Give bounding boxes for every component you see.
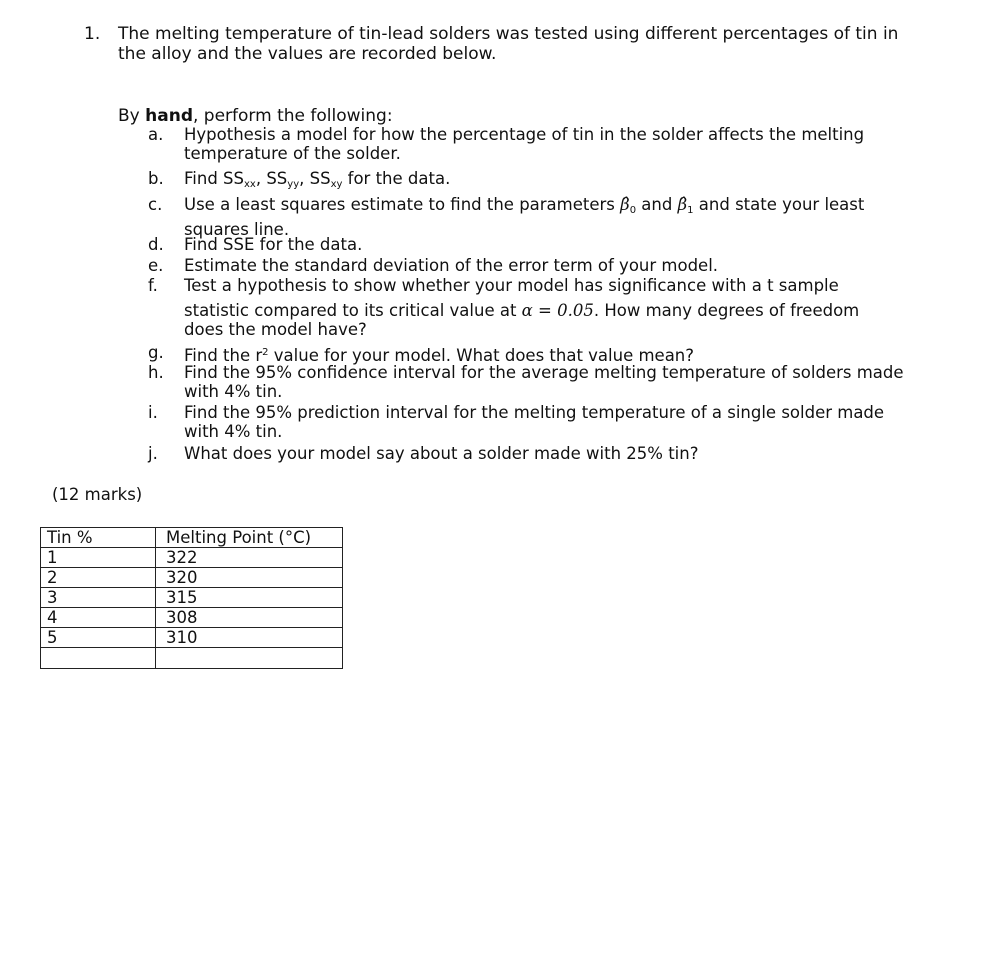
part-label: d.	[148, 235, 164, 254]
table-cell-empty	[41, 648, 156, 669]
subscript: yy	[287, 179, 300, 190]
table-row	[41, 548, 343, 568]
part-label: h.	[148, 363, 164, 382]
question-number: 1.	[84, 24, 101, 44]
text-segment: Test a hypothesis to show whether your model has significance with a t sample	[184, 276, 839, 295]
instructions-intro	[118, 105, 393, 127]
table-cell: 5	[41, 628, 156, 648]
text-segment: statistic compared to its critical value at	[184, 301, 522, 320]
text-segment: and state your least squares line.	[184, 195, 865, 239]
part-text: Find SSE for the data.	[184, 235, 363, 254]
part-text: Find the 95% confidence interval for the average melting temperature of solders made with 4% tin.	[184, 363, 904, 401]
part-label: c.	[148, 195, 163, 214]
header-tin-percent: Tin %	[41, 528, 156, 548]
part-text	[184, 169, 924, 194]
intro-prefix: By	[118, 106, 146, 126]
table-cell: 322	[156, 548, 343, 568]
part-text: Find the 95% prediction interval for the melting temperature of a single solder made with 4% tin.	[184, 403, 885, 441]
text-segment: Find the r	[184, 346, 263, 365]
table-row	[41, 608, 343, 628]
table-header-row	[41, 528, 343, 548]
part-text: Estimate the standard deviation of the error term of your model.	[184, 256, 719, 275]
marks-label: (12 marks)	[52, 485, 143, 504]
text-segment: Find SS	[184, 169, 244, 188]
beta-hat-0: β̂	[620, 195, 630, 214]
intro-bold-hand: hand	[145, 106, 193, 126]
subscript: 1	[687, 205, 694, 216]
table-cell: 1	[41, 548, 156, 568]
text-segment: and	[636, 195, 678, 214]
part-label: j.	[148, 444, 158, 463]
subscript: xx	[244, 179, 256, 190]
table-cell: 310	[156, 628, 343, 648]
part-text: Hypothesis a model for how the percentage of tin in the solder affects the melting temperature of the solder.	[184, 125, 865, 163]
part-label: i.	[148, 403, 158, 422]
part-label: a.	[148, 125, 164, 144]
text-segment: . How many degrees of freedom	[593, 301, 860, 320]
part-text	[184, 195, 924, 239]
part-label: e.	[148, 256, 164, 275]
table-cell: 308	[156, 608, 343, 628]
text-segment: value for your model. What does that value mean?	[268, 346, 695, 365]
table-cell: 320	[156, 568, 343, 588]
table-cell-empty	[156, 648, 343, 669]
intro-suffix: , perform the following:	[193, 106, 393, 126]
text-segment: does the model have?	[184, 320, 367, 339]
data-table	[40, 527, 343, 669]
table-cell: 315	[156, 588, 343, 608]
part-label: f.	[148, 276, 158, 295]
header-melting-point: Melting Point (°C)	[156, 528, 343, 548]
part-text	[184, 343, 924, 365]
table-row	[41, 588, 343, 608]
text-line	[184, 301, 859, 320]
subscript: 0	[629, 205, 637, 216]
part-label: g.	[148, 343, 164, 362]
part-text	[184, 276, 924, 339]
table-cell: 2	[41, 568, 156, 588]
text-segment: , SS	[299, 169, 331, 188]
beta-hat-1: β̂	[677, 195, 688, 214]
part-text: What does your model say about a solder made with 25% tin?	[184, 444, 699, 463]
table-cell: 3	[41, 588, 156, 608]
superscript: 2	[262, 347, 269, 358]
table-cell: 4	[41, 608, 156, 628]
table-row	[41, 568, 343, 588]
text-segment: Use a least squares estimate to find the parameters	[184, 195, 621, 214]
alpha-value: α = 0.05	[521, 301, 594, 320]
table-empty-row	[41, 648, 343, 669]
text-segment: for the data.	[342, 169, 451, 188]
table-row	[41, 628, 343, 648]
part-label: b.	[148, 169, 164, 188]
subscript: xy	[330, 179, 343, 190]
question-stem: The melting temperature of tin-lead solders was tested using different percentages of tin in the alloy and the values are recorded below.	[118, 24, 899, 64]
text-segment: , SS	[255, 169, 288, 188]
